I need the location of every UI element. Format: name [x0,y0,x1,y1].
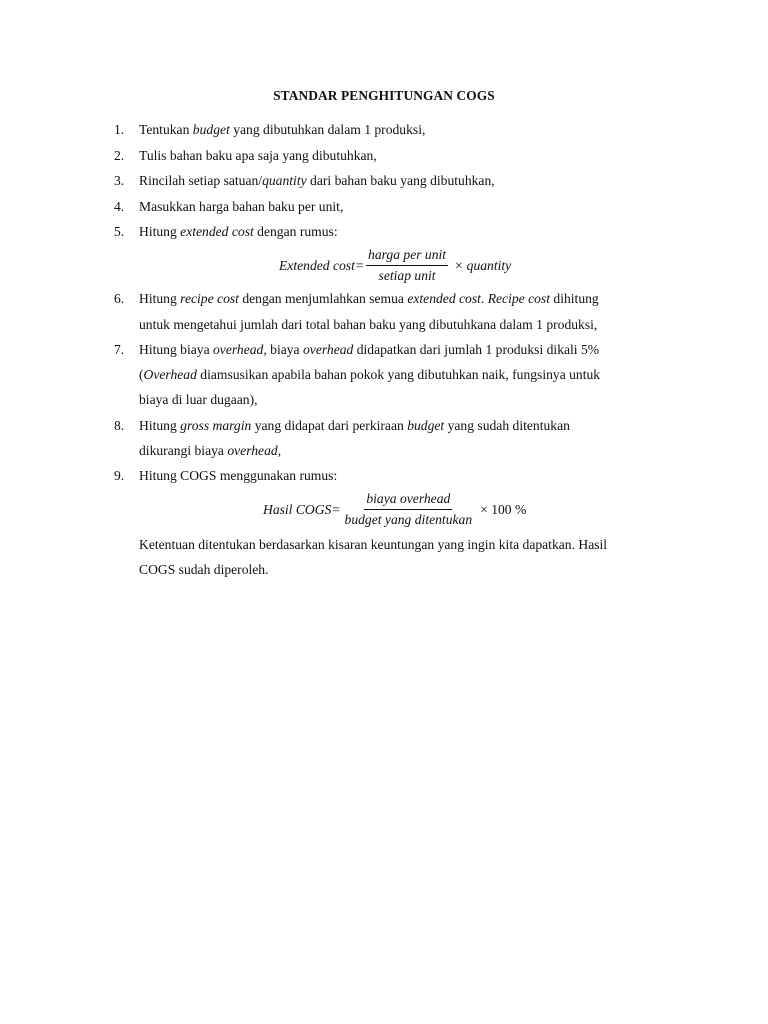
item-7-number: 7. [114,342,125,357]
item-9-number: 9. [114,468,125,483]
item-9-text: Hitung COGS menggunakan rumus: [139,468,338,483]
item-6-text-line-1: Hitung recipe cost dengan menjumlahkan semua extended cost. Recipe cost dihitung [139,291,599,306]
item-6-number: 6. [114,291,125,306]
formula-1-numerator: harga per unit [366,247,448,266]
item-5-number: 5. [114,224,125,239]
item-1-number: 1. [114,122,125,137]
item-4-text: Masukkan harga bahan baku per unit, [139,199,344,214]
formula-2-lhs: Hasil COGS= [263,501,341,517]
item-8-text-line-2: dikurangi biaya overhead, [139,443,282,458]
item-7-text-line-2: (Overhead diamsusikan apabila bahan pokok yang dibutuhkan naik, fungsinya untuk [139,367,601,382]
formula-1-denominator: setiap unit [378,268,436,283]
item-4-number: 4. [114,199,125,214]
item-2-text: Tulis bahan baku apa saja yang dibutuhkan, [139,148,377,163]
closing-paragraph-line-1: Ketentuan ditentukan berdasarkan kisaran keuntungan yang ingin kita dapatkan. Hasil [139,537,608,552]
item-2-number: 2. [114,148,125,163]
formula-1-lhs: Extended cost= [279,257,365,273]
formula-2-fraction [343,491,475,528]
formula-1-rhs: × quantity [454,257,512,273]
formula-2-rhs: × 100 % [480,501,527,517]
item-8-text-line-1: Hitung gross margin yang didapat dari perkiraan budget yang sudah ditentukan [139,418,570,433]
formula-2-denominator: budget yang ditentukan [344,512,473,527]
item-6-text-line-2: untuk mengetahui jumlah dari total bahan baku yang dibutuhkana dalam 1 produksi, [139,317,598,332]
closing-paragraph-line-2: COGS sudah diperoleh. [139,562,269,577]
item-5-text: Hitung extended cost dengan rumus: [139,224,338,239]
extended-cost-formula [279,247,511,284]
item-8-number: 8. [114,418,125,433]
item-7-text-line-3: biaya di luar dugaan), [139,392,258,407]
formula-2-numerator: biaya overhead [364,491,452,510]
formula-1-fraction [366,247,448,284]
item-3-text: Rincilah setiap satuan/quantity dari bahan baku yang dibutuhkan, [139,173,495,188]
document-title: STANDAR PENGHITUNGAN COGS [273,88,495,103]
cogs-formula [263,491,526,528]
item-7-text-line-1: Hitung biaya overhead, biaya overhead didapatkan dari jumlah 1 produksi dikali 5% [139,342,600,357]
item-3-number: 3. [114,173,125,188]
item-1-text: Tentukan budget yang dibutuhkan dalam 1 produksi, [139,122,426,137]
